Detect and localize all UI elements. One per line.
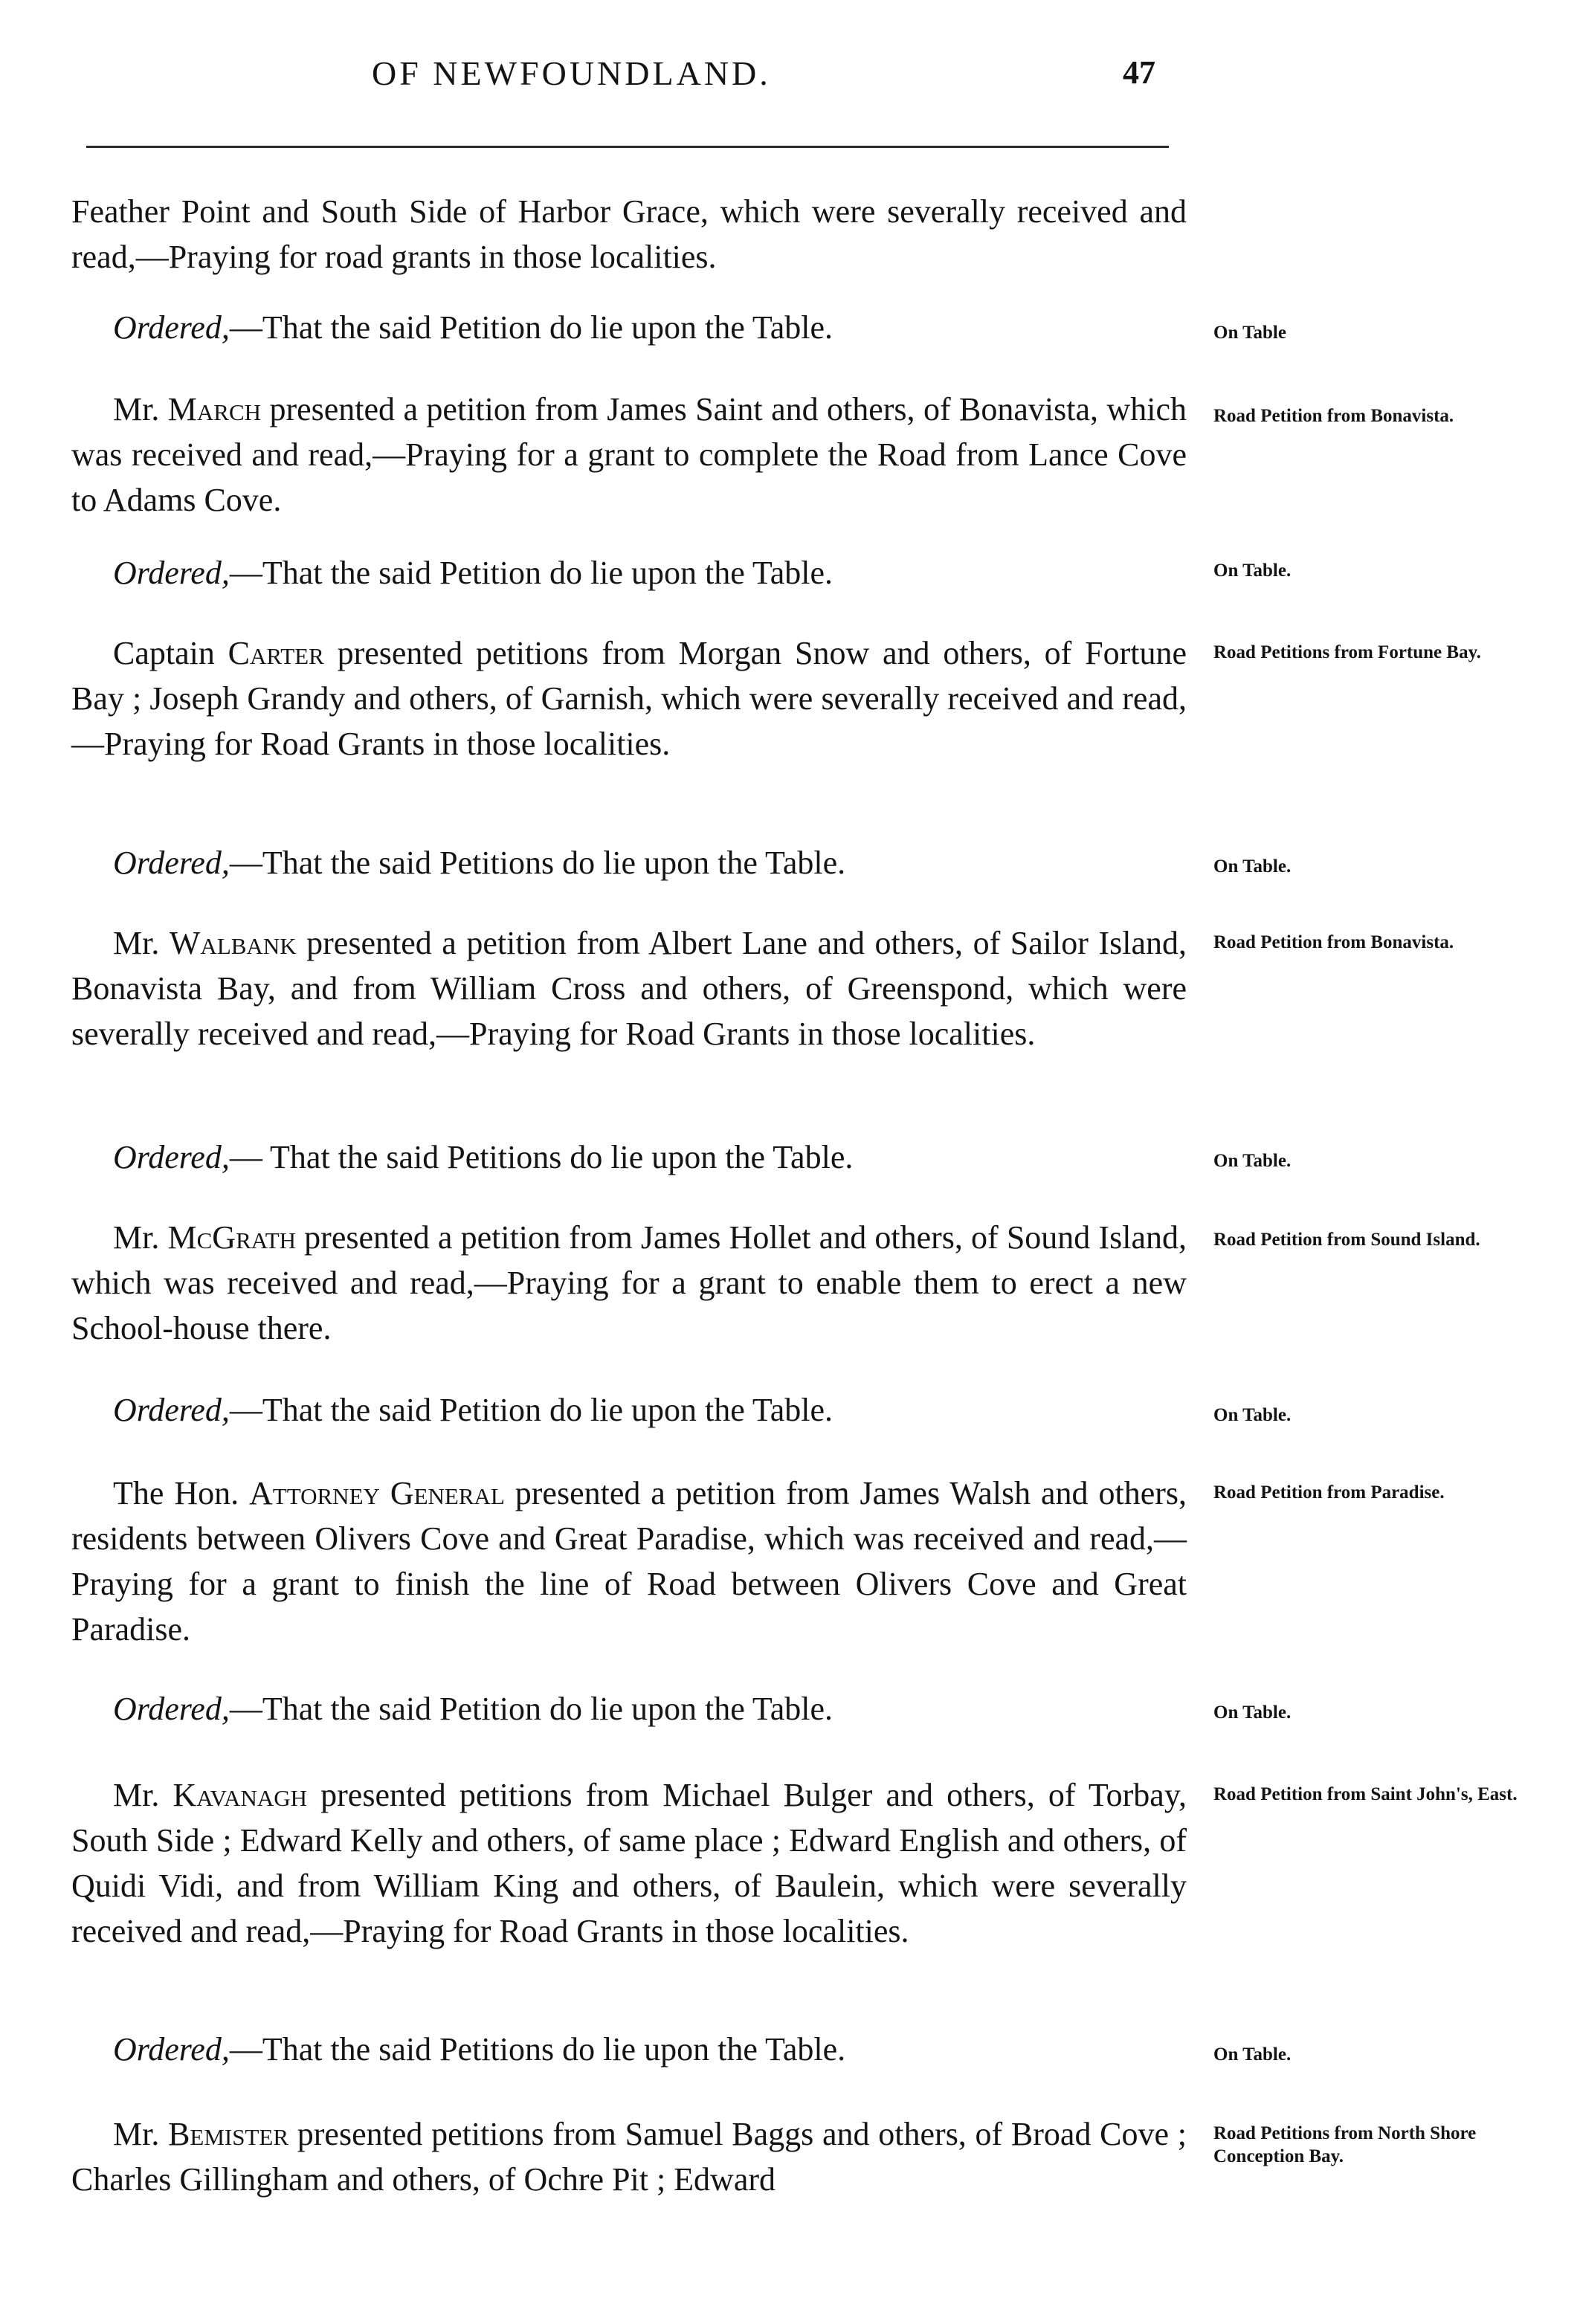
member-title: Mr. xyxy=(113,2116,169,2152)
margin-note: Road Petition from Saint John's, East. xyxy=(1213,1784,1518,1804)
member-title: Mr. xyxy=(113,391,168,427)
petition-body: presented petitions from Michael Bulger and others, of Torbay, South Side ; Edward Kelly and others, of same place ; Edward English and others, of Quidi Vidi, and from William King and others, of Baulein, which were severally received and read,—Praying for Road Grants in those localities. xyxy=(71,1777,1187,1949)
member-name: McGrath xyxy=(167,1219,297,1256)
petition-text xyxy=(71,1215,1187,1351)
member-name: Kavanagh xyxy=(172,1777,307,1813)
petition-text xyxy=(71,1471,1187,1652)
order-body: —That the said Petition do lie upon the Table. xyxy=(229,555,833,591)
margin-note: Road Petition from Sound Island. xyxy=(1213,1230,1480,1250)
order-body: —That the said Petition do lie upon the Table. xyxy=(229,1691,833,1727)
petition-text xyxy=(71,1772,1187,1954)
order-text xyxy=(113,305,1184,350)
order-text xyxy=(113,1686,1184,1731)
order-text xyxy=(113,840,1184,885)
petition-body: presented petitions from Morgan Snow and others, of Fortune Bay ; Joseph Grandy and others, of Garnish, which were severally received and read,—Praying for Road Grants in those localities. xyxy=(71,635,1187,762)
margin-note: On Table. xyxy=(1213,2044,1292,2065)
petition-body: presented a petition from Albert Lane and others, of Sailor Island, Bonavista Bay, and from William Cross and others, of Greenspond, which were severally received and read,—Praying for Road Grants in those localities. xyxy=(71,925,1187,1052)
margin-note: On Table. xyxy=(1213,1151,1292,1171)
order-text xyxy=(113,1134,1184,1180)
petition-body: presented a petition from James Saint and others, of Bonavista, which was received and read,—Praying for a grant to complete the Road from Lance Cove to Adams Cove. xyxy=(71,391,1187,518)
margin-note: Road Petition from Bonavista. xyxy=(1213,932,1454,952)
petition-text xyxy=(71,630,1187,766)
order-body: — That the said Petitions do lie upon the Table. xyxy=(229,1139,854,1175)
order-text xyxy=(113,2027,1184,2072)
margin-note: Road Petitions from Fortune Bay. xyxy=(1213,642,1481,662)
running-header-title: OF NEWFOUNDLAND. xyxy=(372,54,771,92)
margin-note: Road Petitions from North Shore Conception Bay. xyxy=(1213,2123,1477,2166)
margin-note: On Table. xyxy=(1213,561,1292,581)
margin-note: On Table xyxy=(1213,323,1286,343)
ordered-word: Ordered, xyxy=(113,1392,230,1428)
member-name: Bemister xyxy=(168,2116,289,2152)
order-body: —That the said Petition do lie upon the Table. xyxy=(229,309,833,346)
member-title: Mr. xyxy=(113,1777,173,1813)
petition-text xyxy=(71,387,1187,523)
member-title: Mr. xyxy=(113,1219,168,1256)
petition-text xyxy=(71,920,1187,1056)
margin-note: On Table. xyxy=(1213,1405,1292,1425)
margin-note: On Table. xyxy=(1213,1702,1292,1723)
margin-note: Road Petition from Bonavista. xyxy=(1213,406,1454,426)
entry-text: Feather Point and South Side of Harbor Grace, which were severally received and read,—Praying for road grants in those localities. xyxy=(71,193,1187,275)
member-title: Captain xyxy=(113,635,228,671)
order-text xyxy=(113,550,1184,595)
order-body: —That the said Petition do lie upon the Table. xyxy=(229,1392,833,1428)
header-rule xyxy=(86,146,1169,148)
ordered-word: Ordered, xyxy=(113,309,230,346)
petition-body: presented a petition from James Hollet and others, of Sound Island, which was received and read,—Praying for a grant to enable them to erect a new School-house there. xyxy=(71,1219,1187,1346)
petition-body: presented petitions from Samuel Baggs and others, of Broad Cove ; Charles Gillingham and others, of Ochre Pit ; Edward xyxy=(71,2116,1187,2198)
order-body: —That the said Petitions do lie upon the Table. xyxy=(229,2031,846,2068)
ordered-word: Ordered, xyxy=(113,1691,230,1727)
petition-text xyxy=(71,2111,1187,2202)
ordered-word: Ordered, xyxy=(113,555,230,591)
member-title: The Hon. xyxy=(113,1475,250,1511)
margin-note: On Table. xyxy=(1213,856,1292,877)
member-name: Carter xyxy=(228,635,324,671)
ordered-word: Ordered, xyxy=(113,2031,230,2068)
member-name: March xyxy=(167,391,262,427)
page-number: 47 xyxy=(1123,54,1155,91)
petition-body: presented a petition from James Walsh and others, residents between Olivers Cove and Great Paradise, which was received and read,—Praying for a grant to finish the line of Road between Olivers Cove and Great Paradise. xyxy=(71,1475,1187,1647)
ordered-word: Ordered, xyxy=(113,1139,230,1175)
order-body: —That the said Petitions do lie upon the Table. xyxy=(229,845,846,881)
member-title: Mr. xyxy=(113,925,170,961)
member-name: Walbank xyxy=(169,925,297,961)
ordered-word: Ordered, xyxy=(113,845,230,881)
margin-note: Road Petition from Paradise. xyxy=(1213,1482,1445,1502)
member-name: Attorney General xyxy=(249,1475,505,1511)
order-text xyxy=(113,1387,1184,1433)
